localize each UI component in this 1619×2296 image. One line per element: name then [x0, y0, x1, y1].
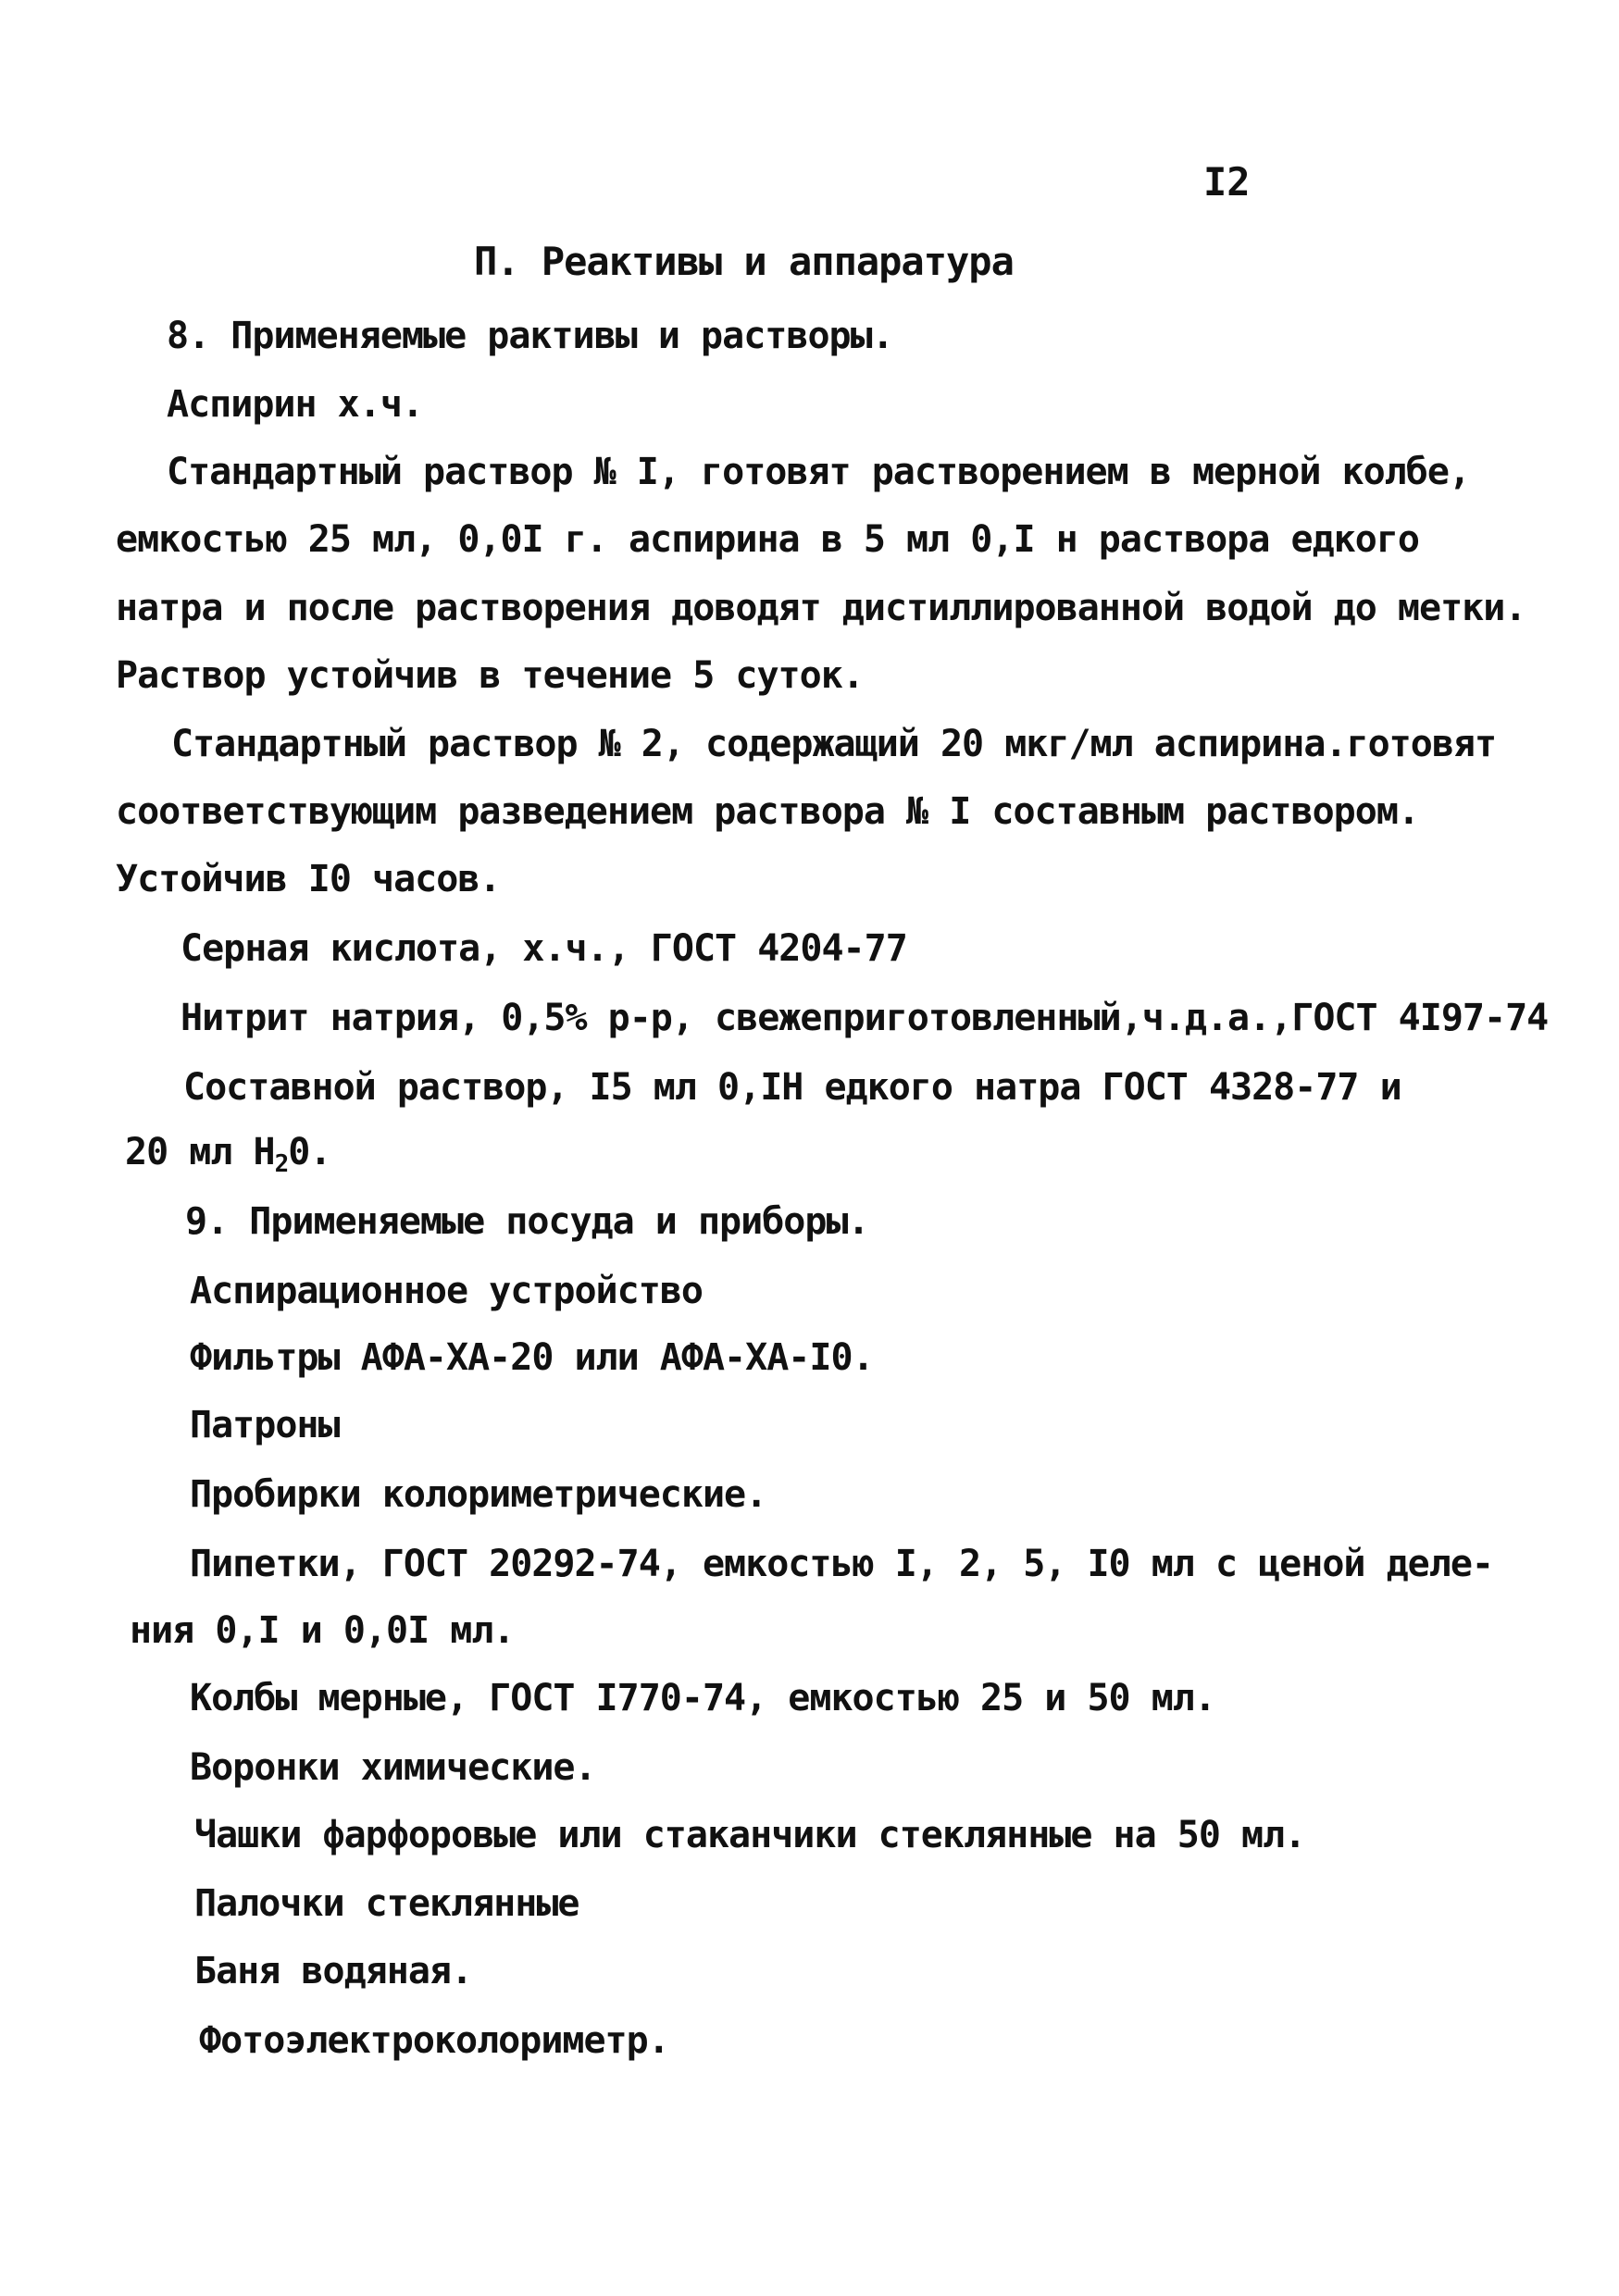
section-heading: П. Реактивы и аппаратура [474, 239, 1014, 284]
composite-solution-line-2 [125, 1131, 331, 1178]
equipment-item: Пробирки колориметрические. [190, 1473, 767, 1516]
std-solution-1-line-1: Стандартный раствор № I, готовят растворением в мерной колбе, [167, 451, 1471, 493]
equipment-item: Аспирационное устройство [190, 1270, 703, 1312]
std-solution-1-line-3: натра и после растворения доводят дистиллированной водой до метки. [116, 587, 1526, 629]
equipment-item: Фильтры АФА-ХА-20 или АФА-ХА-I0. [190, 1336, 874, 1379]
subscript-2: 2 [274, 1150, 289, 1178]
std-solution-2-line-1: Стандартный раствор № 2, содержащий 20 мкг/мл аспирина.готовят [171, 723, 1497, 765]
std-solution-2-line-3: Устойчив I0 часов. [116, 858, 501, 900]
composite-solution-line-1: Составной раствор, I5 мл 0,IН едкого натра ГОСТ 4328-77 и [183, 1066, 1401, 1109]
std-solution-1-line-2: емкостью 25 мл, 0,0I г. аспирина в 5 мл 0,I н раствора едкого [116, 518, 1420, 561]
equipment-heading: 9. Применяемые посуда и приборы. [185, 1200, 869, 1243]
reagent-sodium-nitrite: Нитрит натрия, 0,5% р-р, свежеприготовленный,ч.д.а.,ГОСТ 4I97-74 [181, 997, 1549, 1039]
equipment-item: Палочки стеклянные [194, 1882, 579, 1925]
equipment-item: Колбы мерные, ГОСТ I770-74, емкостью 25 и 50 мл. [190, 1677, 1215, 1719]
equipment-item: Патроны [190, 1404, 340, 1446]
reagent-sulfuric-acid: Серная кислота, х.ч., ГОСТ 4204-77 [181, 927, 907, 970]
equipment-item: ния 0,I и 0,0I мл. [130, 1609, 515, 1652]
composite-solution-text-end: 0. [288, 1131, 331, 1173]
equipment-item: Баня водяная. [194, 1950, 473, 1992]
std-solution-2-line-2: соответствующим разведением раствора № I составным раствором. [116, 790, 1420, 833]
equipment-item: Чашки фарфоровые или стаканчики стеклянные на 50 мл. [194, 1814, 1306, 1856]
equipment-item: Воронки химические. [190, 1746, 596, 1789]
composite-solution-text: 20 мл Н [125, 1131, 275, 1173]
page-number: I2 [1203, 159, 1251, 205]
reagents-heading: 8. Применяемые рактивы и растворы. [167, 315, 893, 357]
equipment-item: Фотоэлектроколориметр. [199, 2019, 669, 2062]
std-solution-1-line-4: Раствор устойчив в течение 5 суток. [116, 654, 864, 697]
reagent-aspirin: Аспирин х.ч. [167, 383, 423, 426]
equipment-item: Пипетки, ГОСТ 20292-74, емкостью I, 2, 5, I0 мл с ценой деле- [190, 1543, 1494, 1585]
